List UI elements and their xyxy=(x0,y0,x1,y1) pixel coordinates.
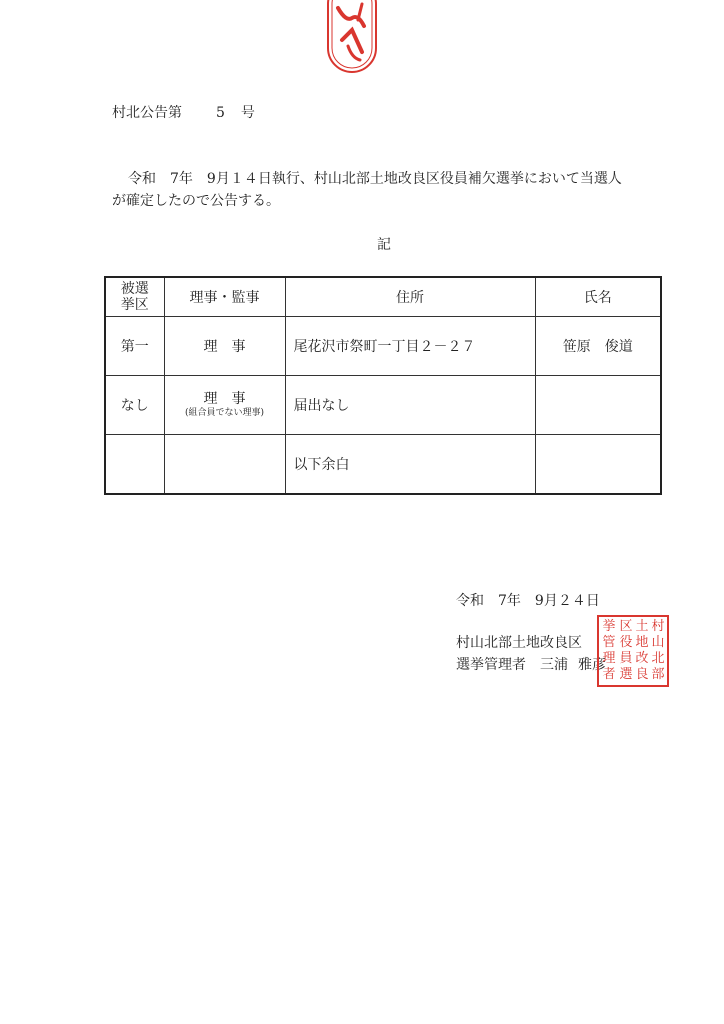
svg-text:部: 部 xyxy=(651,667,665,682)
table-header-row xyxy=(105,277,661,317)
notice-number-value: 5 xyxy=(216,105,225,121)
svg-text:者: 者 xyxy=(602,667,616,682)
header-role: 理事・監事 xyxy=(164,277,285,317)
svg-text:区: 区 xyxy=(619,619,633,634)
cell-address: 尾花沢市祭町一丁目２－２７ xyxy=(285,317,535,376)
cell-role-note: (組合員でない理事) xyxy=(184,408,265,418)
cell-address: 以下余白 xyxy=(285,435,535,495)
notice-number-suffix: 号 xyxy=(240,105,255,121)
header-address: 住所 xyxy=(285,277,535,317)
cell-address: 届出なし xyxy=(285,376,535,435)
cell-role xyxy=(164,435,285,495)
header-district xyxy=(105,277,164,317)
header-name: 氏名 xyxy=(535,277,661,317)
header-district-line-1: 被選 xyxy=(120,281,149,297)
admin-title: 選挙管理者 xyxy=(456,657,526,673)
cell-role xyxy=(164,376,285,435)
cell-name xyxy=(535,435,661,495)
svg-text:選: 選 xyxy=(619,667,633,682)
admin-surname: 三浦 xyxy=(540,657,568,673)
election-administrator xyxy=(456,654,606,674)
notice-body-line-1: 令和 7年 9月１４日執行、村山北部土地改良区役員補欠選挙において当選人 xyxy=(128,171,622,187)
cell-district xyxy=(105,435,164,495)
official-seal-stamp xyxy=(596,614,670,688)
svg-text:地: 地 xyxy=(635,635,649,650)
cell-district: 第一 xyxy=(105,317,164,376)
ki-heading: 記 xyxy=(377,237,391,253)
cell-role: 理 事 xyxy=(164,317,285,376)
svg-text:良: 良 xyxy=(635,667,649,682)
issue-date: 令和 7年 9月２４日 xyxy=(456,593,600,609)
table-row xyxy=(105,435,661,495)
notice-number xyxy=(112,102,255,122)
elected-officers-table xyxy=(104,276,662,495)
organization-name: 村山北部土地改良区 xyxy=(456,635,582,651)
cell-name: 笹原 俊道 xyxy=(535,317,661,376)
top-seal-stamp xyxy=(318,0,384,76)
cell-name xyxy=(535,376,661,435)
table-row xyxy=(105,317,661,376)
svg-text:管: 管 xyxy=(602,635,616,650)
svg-text:員: 員 xyxy=(619,651,633,666)
svg-text:山: 山 xyxy=(651,635,665,650)
header-district-line-2: 挙区 xyxy=(120,297,149,313)
table-row xyxy=(105,376,661,435)
svg-text:挙: 挙 xyxy=(602,619,616,634)
svg-text:理: 理 xyxy=(602,651,616,666)
svg-text:土: 土 xyxy=(635,619,649,634)
notice-number-prefix: 村北公告第 xyxy=(112,105,182,121)
cell-district: なし xyxy=(105,376,164,435)
svg-text:北: 北 xyxy=(651,651,665,666)
svg-text:村: 村 xyxy=(651,619,665,634)
notice-body-line-2: が確定したので公告する。 xyxy=(112,193,280,209)
admin-given-name: 雅彦 xyxy=(578,657,606,673)
svg-text:役: 役 xyxy=(619,635,633,650)
cell-role-main: 理 事 xyxy=(203,391,246,407)
svg-text:改: 改 xyxy=(635,651,649,666)
